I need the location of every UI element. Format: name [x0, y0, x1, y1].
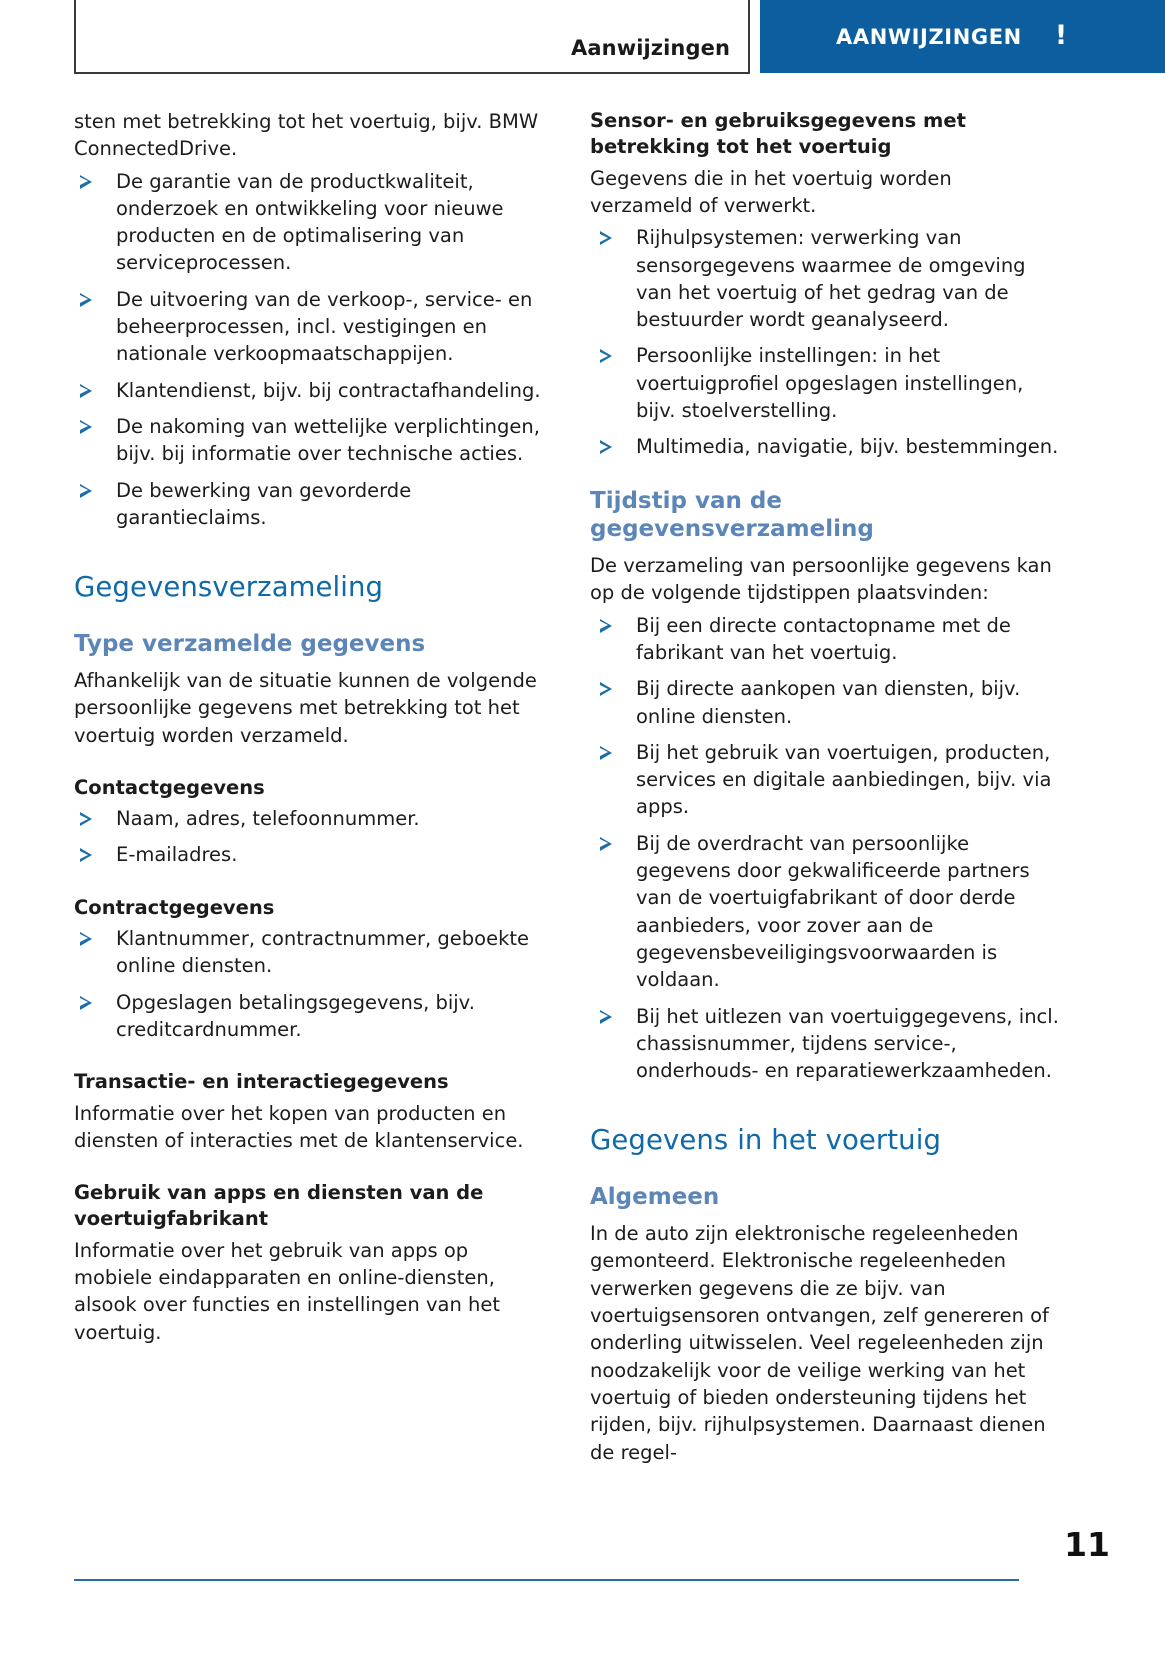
triangle-bullet-icon	[600, 349, 612, 363]
timing-paragraph: De verzameling van persoonlijke gegevens kan op de volgende tijdstippen plaatsvinden:	[590, 554, 1052, 605]
group-title-transactie-en-interactiegegevens: Transactie- en interactiegegevens	[74, 1070, 449, 1094]
list-item-label: De bewerking van gevorderde garantieclaims.	[116, 478, 412, 529]
list-item	[590, 1003, 1060, 1085]
triangle-bullet-icon	[600, 837, 612, 851]
contractgegevens-bullet-list	[74, 925, 544, 1043]
list-item	[74, 168, 544, 277]
triangle-bullet-icon	[600, 682, 612, 696]
header-chapter-tab	[760, 0, 1165, 73]
section-heading-gegevensverzameling: Gegevensverzameling	[74, 571, 384, 604]
triangle-bullet-icon	[80, 420, 92, 434]
header-chapter-label: Aanwijzingen	[571, 36, 730, 60]
transactie-paragraph: Informatie over het kopen van producten en diensten of interacties met de klantenservice.	[74, 1101, 524, 1152]
timing-bullet-list	[590, 612, 1060, 1085]
list-item	[74, 477, 544, 532]
list-item	[74, 805, 544, 832]
left-column	[74, 108, 544, 1466]
subsection-heading-tijdstip-gegevensverzameling: Tijdstip van de gegevensverzameling	[590, 487, 874, 543]
list-item-label: E-mailadres.	[116, 843, 238, 867]
list-item	[74, 286, 544, 368]
list-item-label: Multimedia, navigatie, bijv. bestemmingen.	[636, 435, 1059, 459]
subsection-heading-type-verzamelde-gegevens: Type verzamelde gegevens	[74, 631, 426, 658]
right-column	[590, 108, 1060, 1466]
sensor-paragraph: Gegevens die in het voertuig worden verzameld of verwerkt.	[590, 166, 952, 217]
triangle-bullet-icon	[80, 848, 92, 862]
subsection-heading-algemeen: Algemeen	[590, 1184, 720, 1211]
triangle-bullet-icon	[600, 440, 612, 454]
contactgegevens-bullet-list	[74, 805, 544, 869]
triangle-bullet-icon	[600, 619, 612, 633]
triangle-bullet-icon	[80, 175, 92, 189]
page-footer	[74, 1525, 1165, 1597]
list-item	[590, 224, 1060, 333]
list-item-label: De garantie van de productkwaliteit, onderzoek en ontwikkeling voor nieuwe producten en de optimalisering van serviceprocessen.	[116, 169, 504, 275]
section-heading-gegevens-in-het-voertuig: Gegevens in het voertuig	[590, 1124, 942, 1157]
list-item-label: Klantendienst, bijv. bij contractafhandeling.	[116, 378, 541, 402]
triangle-bullet-icon	[600, 231, 612, 245]
type-intro-paragraph: Afhankelijk van de situatie kunnen de volgende persoonlijke gegevens met betrekking tot het voertuig worden verzameld.	[74, 668, 537, 747]
triangle-bullet-icon	[80, 293, 92, 307]
triangle-bullet-icon	[80, 812, 92, 826]
list-item-label: Bij het gebruik van voertuigen, producten, services en digitale aanbiedingen, bijv. via apps.	[636, 740, 1052, 819]
page-number: 11	[1064, 1525, 1110, 1564]
list-item	[74, 377, 544, 404]
list-item-label: Bij directe aankopen van diensten, bijv. online diensten.	[636, 677, 1021, 728]
group-title-gebruik-van-apps: Gebruik van apps en diensten van de voertuigfabrikant	[74, 1181, 484, 1231]
page-header	[0, 0, 1165, 76]
list-item	[590, 433, 1060, 460]
list-item-label: De nakoming van wettelijke verplichtingen, bijv. bij informatie over technische acties.	[116, 414, 540, 466]
list-item-label: De uitvoering van de verkoop-, service- en beheerprocessen, incl. vestigingen en nationale verkoopmaatschappijen.	[116, 287, 533, 366]
triangle-bullet-icon	[80, 384, 92, 398]
triangle-bullet-icon	[600, 1010, 612, 1024]
list-item	[590, 739, 1060, 821]
list-item-label: Klantnummer, contractnummer, geboekte online diensten.	[116, 927, 530, 978]
triangle-bullet-icon	[80, 932, 92, 946]
list-item-label: Rijhulpsystemen: verwerking van sensorgegevens waarmee de omgeving van het voertuig of het gedrag van de bestuurder wordt geanalyseerd.	[636, 226, 1026, 332]
triangle-bullet-icon	[600, 746, 612, 760]
triangle-bullet-icon	[80, 996, 92, 1010]
list-item-label: Opgeslagen betalingsgegevens, bijv. creditcardnummer.	[116, 990, 475, 1041]
group-title-sensor-en-gebruiksgegevens: Sensor- en gebruiksgegevens met betrekking tot het voertuig	[590, 109, 966, 159]
continuation-paragraph: sten met betrekking tot het voertuig, bijv. BMW ConnectedDrive.	[74, 110, 539, 161]
list-item	[74, 989, 544, 1044]
algemeen-paragraph: In de auto zijn elektronische regeleenheden gemonteerd. Elektronische regeleenheden verwerken gegevens die ze bijv. van voertuigsensoren ontvangen, zelf genereren of onderling uitwisselen. Veel regeleenheden zijn noodzakelijk voor de veilige werking van het voertuig of bieden ondersteuning tijdens het rijden, bijv. rijhulpsystemen. Daarnaast dienen de regel-	[590, 1222, 1049, 1464]
list-item	[74, 925, 544, 980]
triangle-bullet-icon	[80, 484, 92, 498]
list-item	[74, 841, 544, 868]
apps-paragraph: Informatie over het gebruik van apps op mobiele eindapparaten en online-diensten, alsook over functies en instellingen van het voertuig.	[74, 1238, 501, 1344]
footer-divider	[74, 1579, 1019, 1581]
intro-bullet-list	[74, 168, 544, 532]
list-item	[590, 612, 1060, 667]
list-item	[74, 413, 544, 468]
list-item	[590, 830, 1060, 994]
page-content	[0, 108, 1165, 1466]
list-item-label: Bij de overdracht van persoonlijke gegevens door gekwalificeerde partners van de voertuigfabrikant of door derde aanbieders, voor zover aan de gegevensbeveiligingsvoorwaarden is voldaan.	[636, 831, 1030, 992]
list-item-label: Bij het uitlezen van voertuiggegevens, incl. chassisnummer, tijdens service-, onderhouds- en reparatiewerkzaamheden.	[636, 1004, 1059, 1083]
list-item	[590, 342, 1060, 424]
list-item-label: Naam, adres, telefoonnummer.	[116, 807, 420, 831]
list-item-label: Persoonlijke instellingen: in het voertuigprofiel opgeslagen instellingen, bijv. stoelverstelling.	[636, 344, 1024, 422]
list-item-label: Bij een directe contactopname met de fabrikant van het voertuig.	[636, 613, 1011, 664]
exclamation-mark-icon: !	[1054, 20, 1068, 51]
group-title-contractgegevens: Contractgegevens	[74, 895, 275, 919]
sensor-bullet-list	[590, 224, 1060, 460]
group-title-contactgegevens: Contactgegevens	[74, 775, 265, 799]
header-tab-label: AANWIJZINGEN	[836, 24, 1022, 49]
list-item	[590, 675, 1060, 730]
header-chapter-box	[74, 0, 750, 74]
